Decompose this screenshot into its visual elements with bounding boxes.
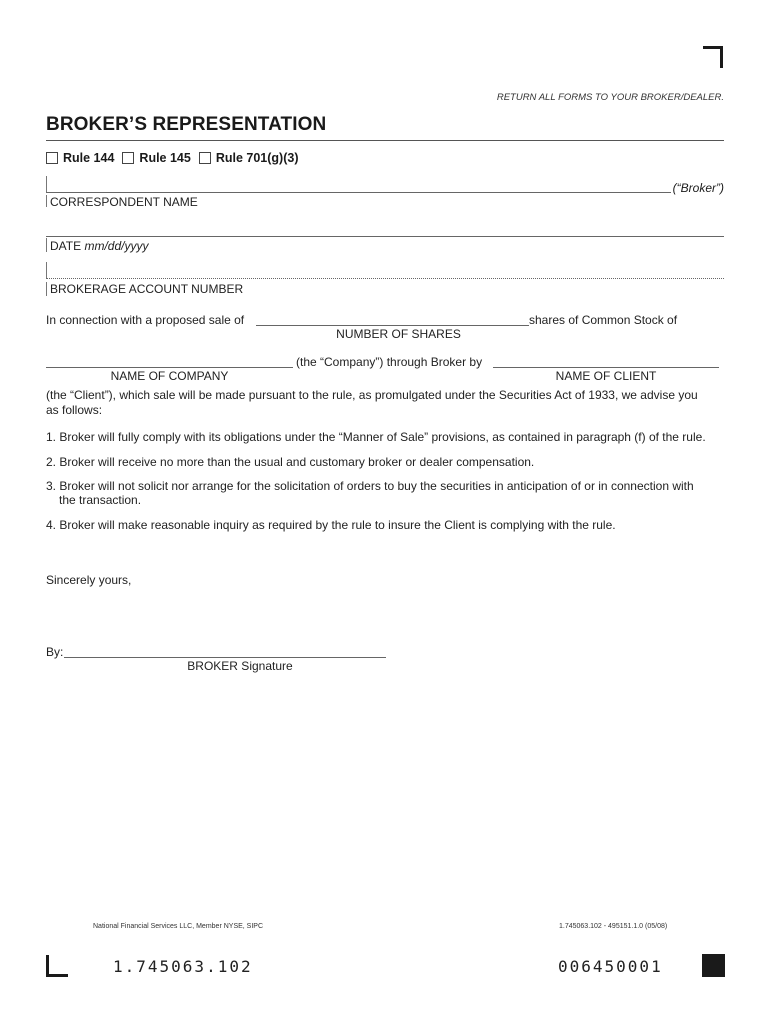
- rule-144-option[interactable]: [46, 151, 114, 165]
- list-item: 3. Broker will not solicit nor arrange for the solicitation of orders to buy the securities in anticipation of or in connection with: [46, 479, 694, 493]
- number-of-shares-label: NUMBER OF SHARES: [336, 327, 461, 341]
- sincerely-text: Sincerely yours,: [46, 573, 132, 587]
- sale-intro: In connection with a proposed sale of: [46, 313, 245, 327]
- rule-145-checkbox[interactable]: [122, 152, 134, 164]
- client-paragraph-line-1: (the “Client”), which sale will be made pursuant to the rule, as promulgated under the Securities Act of 1933, we advise you: [46, 388, 698, 402]
- correspondent-name-field[interactable]: [46, 192, 724, 193]
- correspondent-name-label: CORRESPONDENT NAME: [50, 195, 198, 209]
- footer-company: National Financial Services LLC, Member NYSE, SIPC: [93, 923, 264, 930]
- broker-tag: (“Broker”): [672, 181, 724, 195]
- company-through-broker: (the “Company”) through Broker by: [296, 355, 483, 369]
- client-name-field[interactable]: [493, 367, 719, 368]
- date-format-hint: mm/dd/yyyy: [84, 239, 149, 253]
- sequence-number-barcode-text: 006450001: [558, 957, 663, 976]
- list-item-continuation: the transaction.: [59, 493, 142, 507]
- by-label: By:: [46, 645, 64, 659]
- page-title: BROKER’S REPRESENTATION: [46, 114, 327, 135]
- rule-701-option[interactable]: [199, 151, 299, 165]
- company-name-field[interactable]: [46, 367, 293, 368]
- broker-signature-field[interactable]: [64, 657, 386, 658]
- list-item: 2. Broker will receive no more than the usual and customary broker or dealer compensation.: [46, 455, 535, 469]
- company-name-label: NAME OF COMPANY: [110, 369, 229, 383]
- rule-options: [46, 151, 307, 165]
- client-name-label: NAME OF CLIENT: [555, 369, 657, 383]
- account-field-tick: [46, 262, 47, 278]
- registration-block: [702, 954, 725, 977]
- rule-701-label: Rule 701(g)(3): [215, 151, 299, 165]
- date-label: [50, 239, 148, 253]
- rule-145-label: Rule 145: [139, 151, 191, 165]
- number-of-shares-field[interactable]: [256, 325, 529, 326]
- footer-form-code: 1.745063.102 - 495151.1.0 (05/08): [559, 923, 668, 930]
- correspondent-label-tick: [46, 195, 47, 207]
- date-label-text: DATE: [50, 239, 82, 253]
- list-item: 1. Broker will fully comply with its obligations under the “Manner of Sale” provisions, as contained in paragraph (f) of the rule.: [46, 430, 706, 444]
- brokerage-account-field[interactable]: [46, 278, 724, 279]
- shares-suffix: shares of Common Stock of: [529, 313, 678, 327]
- account-label-tick: [46, 282, 47, 296]
- brokerage-account-label: BROKERAGE ACCOUNT NUMBER: [50, 282, 244, 296]
- return-note: RETURN ALL FORMS TO YOUR BROKER/DEALER.: [496, 92, 724, 103]
- rule-144-checkbox[interactable]: [46, 152, 58, 164]
- rule-144-label: Rule 144: [63, 151, 115, 165]
- rule-145-option[interactable]: [122, 151, 190, 165]
- rule-701-checkbox[interactable]: [199, 152, 211, 164]
- registration-mark-top-right: [703, 46, 723, 68]
- broker-signature-label: BROKER Signature: [187, 659, 293, 673]
- list-item: 4. Broker will make reasonable inquiry as required by the rule to insure the Client is complying with the rule.: [46, 518, 616, 532]
- correspondent-field-tick: [46, 176, 47, 192]
- date-field[interactable]: [46, 236, 724, 237]
- form-number-barcode-text: 1.745063.102: [113, 957, 253, 976]
- client-paragraph-line-2: as follows:: [46, 403, 103, 417]
- title-divider: [46, 140, 724, 141]
- date-label-tick: [46, 238, 47, 252]
- registration-mark-bottom-left: [46, 955, 68, 977]
